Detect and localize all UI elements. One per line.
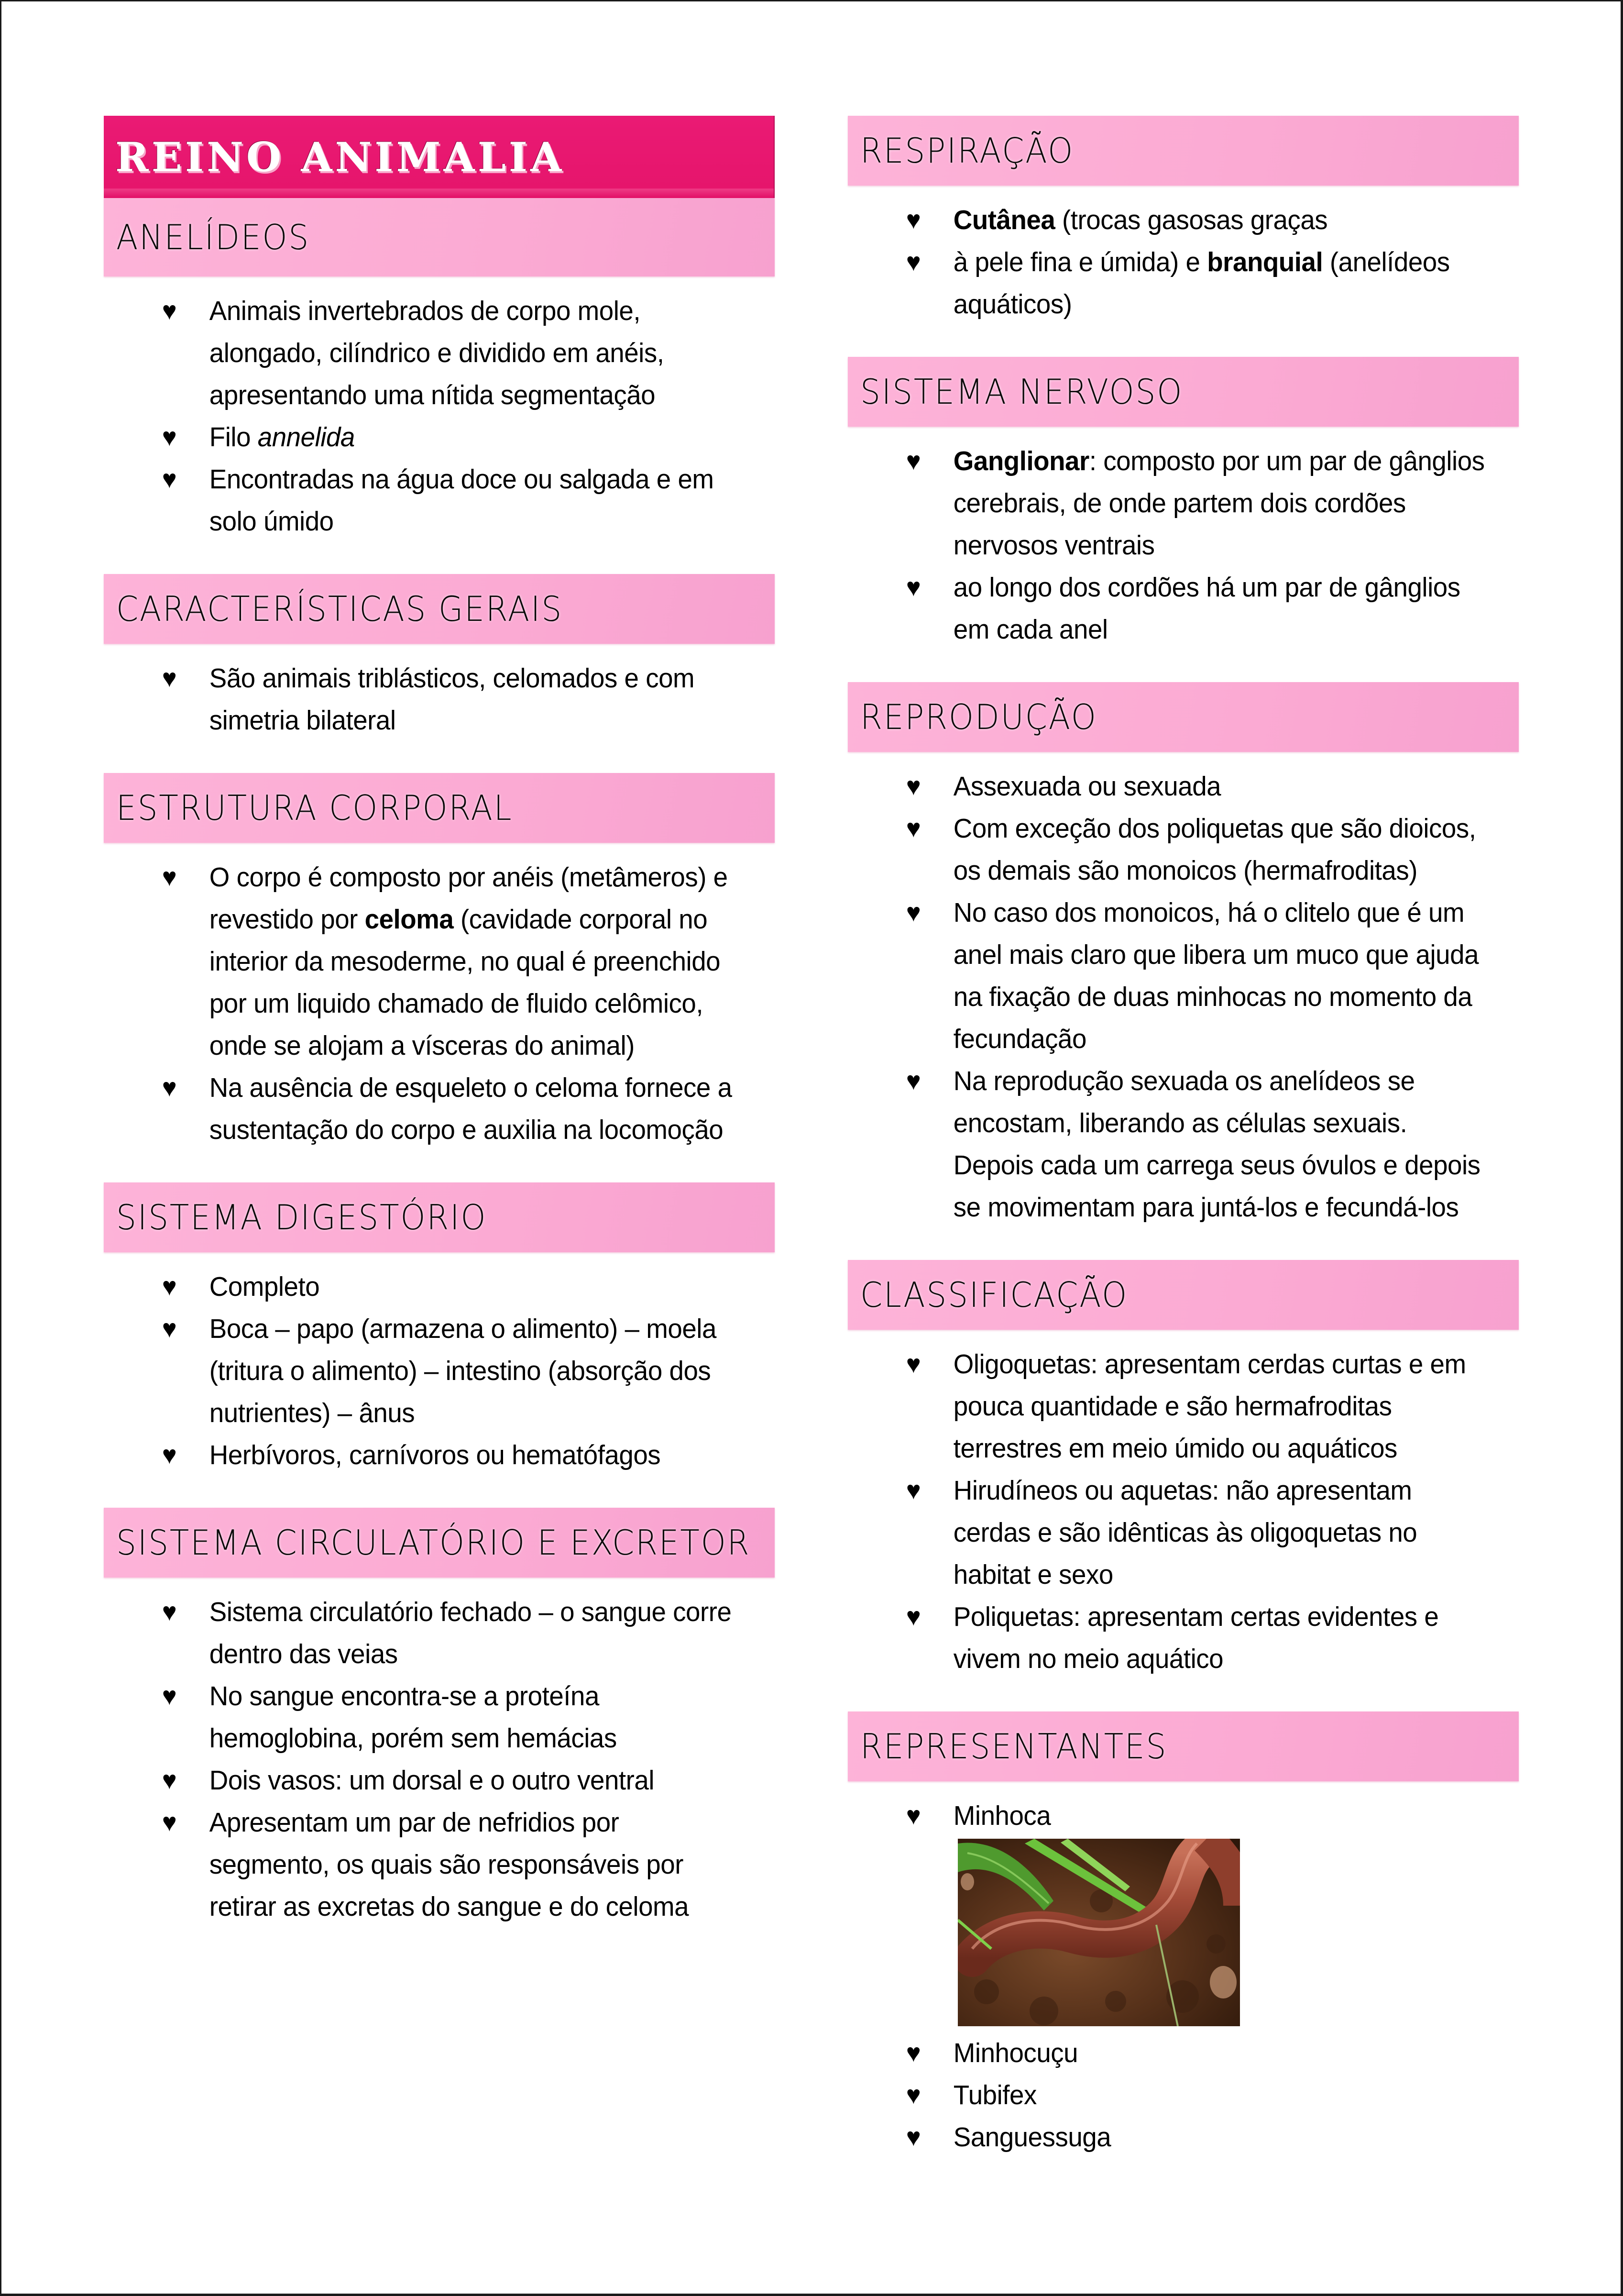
list-item [104,856,748,1067]
left-sections [104,198,775,1928]
heart-bullet-icon: ♥ [162,1808,177,1837]
right-column [848,116,1519,2190]
section-classificacao [848,1260,1519,1680]
list-item [104,1308,748,1434]
section-header [104,1182,775,1252]
list-item [104,1759,748,1801]
list-item-text: Na reprodução sexuada os anelídeos se encostam, liberando as células sexuais. Depois cada um carrega seus óvulos e depois se movimentam para juntá-los e fecundá-los [953,1066,1480,1223]
section-title: REPRODUÇÃO [860,697,1097,737]
heart-bullet-icon: ♥ [906,2081,921,2109]
bullet-list [848,1795,1519,2158]
list-item-text: Minhocuçu [953,2038,1078,2068]
section-header [104,574,775,644]
section-header [104,773,775,843]
section-title: CARACTERÍSTICAS GERAIS [116,589,563,629]
bullet-list [104,1266,775,1476]
section-header [848,1260,1519,1330]
list-item [848,1343,1492,1469]
list-item [104,1675,748,1759]
list-item [848,2032,1492,2074]
list-item [848,199,1492,241]
list-item-text: Assexuada ou sexuada [953,771,1221,802]
section-header [848,116,1519,186]
section-title: CLASSIFICAÇÃO [860,1275,1129,1315]
heart-bullet-icon: ♥ [906,814,921,843]
left-column [104,116,775,1959]
heart-bullet-icon: ♥ [162,423,177,452]
list-item-text: Filo annelida [209,422,355,453]
list-item-text: Dois vasos: um dorsal e o outro ventral [209,1765,655,1796]
section-reproducao [848,682,1519,1228]
section-respiracao [848,116,1519,325]
section-anelideos [104,198,775,542]
list-item-text: Poliquetas: apresentam certas evidentes e vivem no meio aquático [953,1601,1439,1674]
list-item-text: São animais triblásticos, celomados e com simetria bilateral [209,663,695,736]
section-header [104,198,775,276]
heart-bullet-icon: ♥ [906,206,921,234]
heart-bullet-icon: ♥ [162,1598,177,1626]
section-header [848,682,1519,752]
list-item-text: Apresentam um par de nefridios por segmento, os quais são responsáveis por retirar as excretas do sangue e do celoma [209,1807,689,1922]
list-item-text: Animais invertebrados de corpo mole, alongado, cilíndrico e dividido em anéis, apresentando uma nítida segmentação [209,296,664,410]
bullet-list [104,290,775,542]
section-representantes [848,1711,1519,2158]
heart-bullet-icon: ♥ [906,1476,921,1505]
heart-bullet-icon: ♥ [906,2039,921,2067]
list-item [848,1795,1492,1837]
heart-bullet-icon: ♥ [906,1350,921,1379]
right-sections [848,116,1519,2158]
list-item-text: Boca – papo (armazena o alimento) – moela (tritura o alimento) – intestino (absorção dos nutrientes) – ânus [209,1314,716,1428]
heart-bullet-icon: ♥ [162,863,177,892]
bullet-list [848,199,1519,325]
section-sistema-circulatorio-e-excretor [104,1508,775,1928]
list-item-text: à pele fina e úmida) e branquial (anelídeos aquáticos) [953,247,1450,320]
earthworm-photo [958,1839,1240,2026]
list-item [104,1067,748,1151]
heart-bullet-icon: ♥ [906,1067,921,1095]
page-title: REINO ANIMALIA [115,133,565,181]
list-item-text: Minhoca [953,1800,1051,1831]
list-item-text: Ganglionar: composto por um par de gânglios cerebrais, de onde partem dois cordões nervosos ventrais [953,446,1485,561]
list-item [848,2074,1492,2116]
list-item-text: Na ausência de esqueleto o celoma fornece a sustentação do corpo e auxilia na locomoção [209,1072,732,1145]
section-title: ESTRUTURA CORPORAL [116,788,513,828]
heart-bullet-icon: ♥ [162,297,177,325]
list-item [848,1060,1492,1228]
list-item-text: Cutânea (trocas gasosas graças [953,205,1328,235]
list-item [104,657,748,741]
list-item [848,1469,1492,1596]
list-item-text: Completo [209,1271,320,1302]
heart-bullet-icon: ♥ [162,1272,177,1301]
list-item [104,1266,748,1308]
bullet-list [104,856,775,1151]
section-header [848,357,1519,427]
list-item-text: ao longo dos cordões há um par de gânglios em cada anel [953,572,1460,645]
list-item [848,440,1492,566]
section-caracteristicas-gerais [104,574,775,741]
title-banner [104,116,775,198]
list-item [848,2116,1492,2158]
heart-bullet-icon: ♥ [906,1602,921,1631]
section-estrutura-corporal [104,773,775,1151]
heart-bullet-icon: ♥ [162,465,177,494]
section-title: SISTEMA CIRCULATÓRIO E EXCRETOR [116,1523,751,1563]
list-item-text: Sanguessuga [953,2122,1111,2152]
list-item-text: Herbívoros, carnívoros ou hematófagos [209,1440,661,1470]
heart-bullet-icon: ♥ [906,772,921,801]
bullet-list [848,765,1519,1228]
heart-bullet-icon: ♥ [906,898,921,927]
list-item-text: Oligoquetas: apresentam cerdas curtas e em pouca quantidade e são hermafroditas terrestres em meio úmido ou aquáticos [953,1349,1466,1464]
heart-bullet-icon: ♥ [906,447,921,475]
section-title: SISTEMA DIGESTÓRIO [116,1197,487,1237]
list-item [848,241,1492,325]
heart-bullet-icon: ♥ [906,1801,921,1830]
list-item-text: No caso dos monoicos, há o clitelo que é um anel mais claro que libera um muco que ajuda na fixação de duas minhocas no momento da fecundação [953,897,1479,1054]
heart-bullet-icon: ♥ [162,1441,177,1469]
list-item [848,765,1492,807]
list-item-text: Sistema circulatório fechado – o sangue corre dentro das veias [209,1597,732,1669]
section-header [848,1711,1519,1781]
bullet-list [104,1591,775,1928]
list-item [104,416,748,458]
list-item [104,1434,748,1476]
list-item-text: No sangue encontra-se a proteína hemoglobina, porém sem hemácias [209,1681,617,1754]
list-item-text: Encontradas na água doce ou salgada e em solo úmido [209,464,714,537]
section-header [104,1508,775,1578]
heart-bullet-icon: ♥ [162,1073,177,1102]
heart-bullet-icon: ♥ [906,573,921,602]
list-item [104,458,748,542]
list-item [104,290,748,416]
heart-bullet-icon: ♥ [162,1314,177,1343]
list-item-text: Com exceção dos poliquetas que são dioicos, os demais são monoicos (hermafroditas) [953,813,1476,886]
list-item [848,566,1492,651]
section-sistema-nervoso [848,357,1519,651]
bullet-list [104,657,775,741]
section-sistema-digestorio [104,1182,775,1476]
heart-bullet-icon: ♥ [906,248,921,276]
section-title: RESPIRAÇÃO [860,131,1075,171]
list-item [104,1591,748,1675]
heart-bullet-icon: ♥ [162,1766,177,1795]
list-item [848,1596,1492,1680]
bullet-list [848,440,1519,651]
list-item [848,892,1492,1060]
list-item [104,1801,748,1928]
section-title: SISTEMA NERVOSO [860,372,1184,412]
heart-bullet-icon: ♥ [162,1682,177,1711]
section-title: ANELÍDEOS [116,217,310,257]
heart-bullet-icon: ♥ [162,664,177,693]
list-item-text: O corpo é composto por anéis (metâmeros) e revestido por celoma (cavidade corporal no interior da mesoderme, no qual é preenchido por um liquido chamado de fluido celômico, onde se alojam a vísceras do animal) [209,862,728,1061]
list-item-text: Hirudíneos ou aquetas: não apresentam cerdas e são idênticas às oligoquetas no habitat e sexo [953,1475,1417,1590]
heart-bullet-icon: ♥ [906,2123,921,2152]
section-title: REPRESENTANTES [860,1726,1168,1766]
list-item-text: Tubifex [953,2080,1037,2110]
list-item [848,807,1492,892]
bullet-list [848,1343,1519,1680]
